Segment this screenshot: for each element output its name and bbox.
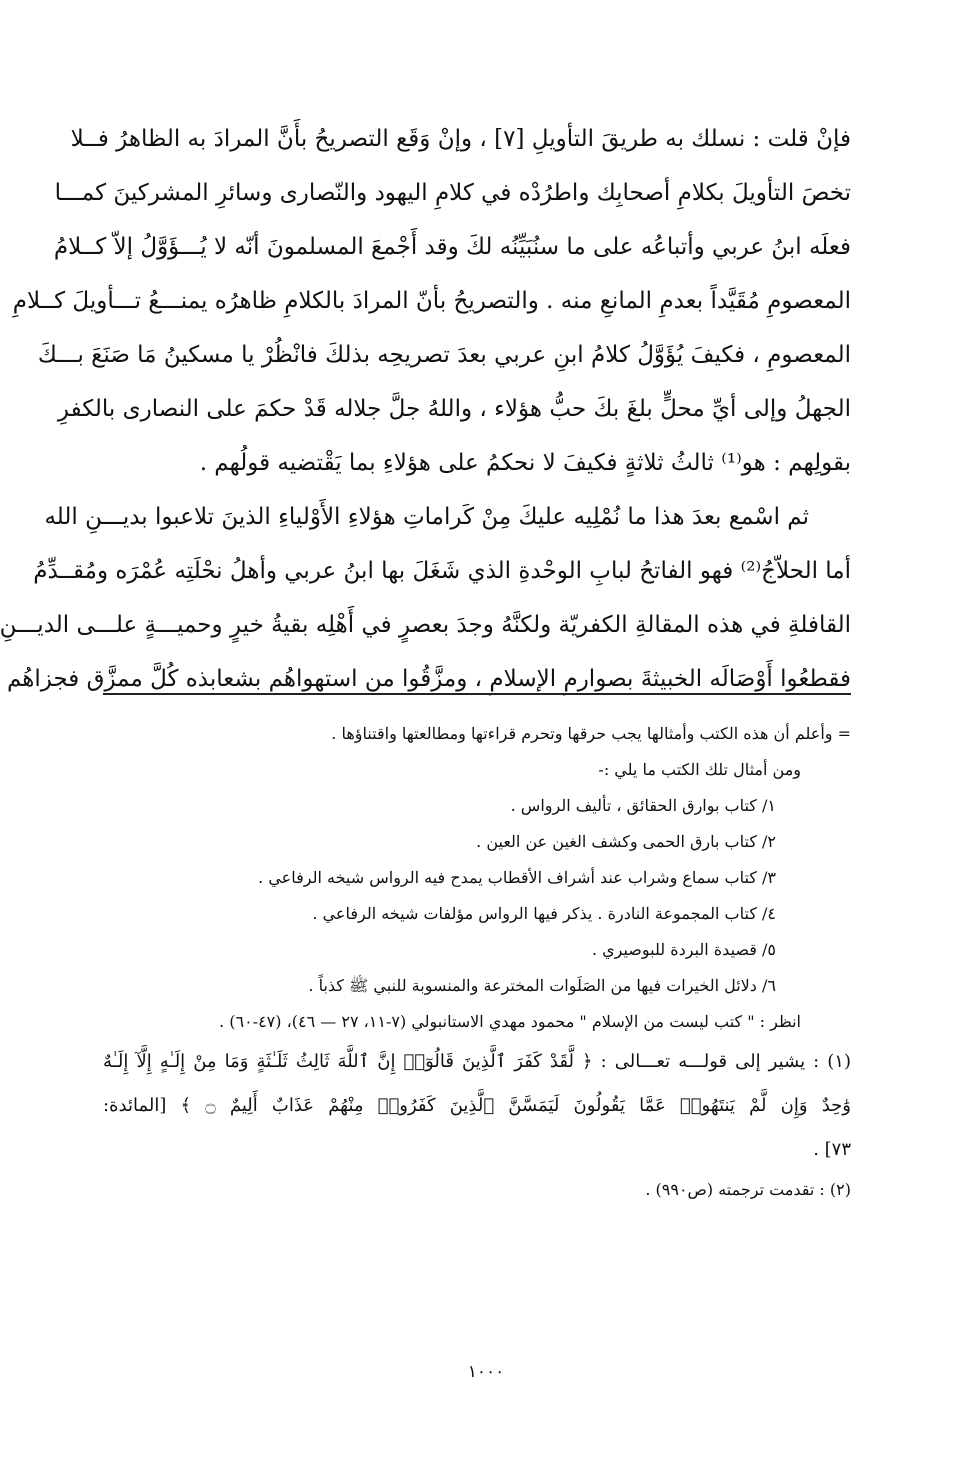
footnote-intro: ومن أمثال تلك الكتب ما يلي :- bbox=[598, 760, 801, 779]
footnote-1-line: ٧٣] . bbox=[813, 1139, 851, 1160]
body-line: فعلَه ابنُ عربي وأتباعُه على ما سنُبَيِّنُه لكَ وقد أَجْمعَ المسلمونَ أنّه لا يُـــؤَوَّلُ إلاّ كــلامُ bbox=[53, 234, 851, 260]
book-list-item: ٤/ كتاب المجموعة النادرة . يذكر فيها الرواس مؤلفات شيخه الرفاعي . bbox=[312, 904, 776, 923]
footnote-1-line: (١) : يشير إلى قولـــه تعـــالى : ﴿ لَّقَدْ كَفَرَ ٱلَّذِينَ قَالُوٓا۟ إِنَّ ٱللَّهَ ثَالِثُ ثَلَـٰثَةٍ وَمَا مِنْ إِلَـٰهٍ إِلَّآ إِلَـٰهٌ bbox=[103, 1051, 851, 1072]
page-number: ١٠٠٠ bbox=[467, 1362, 505, 1382]
footnote-divider bbox=[103, 693, 851, 695]
body-line: الجهلُ وإلى أيِّ محلٍّ بلغَ بكَ حبُّ هؤلاء ، واللهُ جلَّ جلاله قَدْ حكمَ على النصارى بالكفرِ bbox=[57, 396, 851, 422]
footnote-1-line: وَٰحِدٌ وَإِن لَّمْ يَنتَهُوا۟ عَمَّا يَقُولُونَ لَيَمَسَّنَّ ٱلَّذِينَ كَفَرُوا۟ مِنْهُمْ عَذَابٌ أَلِيمٌ ۝ ﴾ [المائدة: bbox=[103, 1095, 852, 1116]
body-line: المعصومِ مُقَيَّداً بعدمِ المانعِ منه . والتصريحُ بأنّ المرادَ بالكلامِ ظاهرُه يمنـــعُ تـــأويلَ كــلامِ bbox=[12, 288, 851, 314]
main-body-text bbox=[0, 112, 851, 706]
footnotes-section bbox=[103, 716, 851, 1208]
body-line: بقولِهم : هو⁽¹⁾ ثالثُ ثلاثةٍ فكيفَ لا نحكمُ على هؤلاءِ بما يَقْتضيه قولُهم . bbox=[199, 450, 851, 476]
body-line: المعصومِ ، فكيفَ يُؤَوَّلُ كلامُ ابنِ عربي بعدَ تصريحِه بذلكَ فانْظُرْ يا مسكينُ مَا صَنَعَ بـــكَ bbox=[37, 342, 851, 368]
book-list-item: ٥/ قصيدة البردة للبوصيري . bbox=[591, 940, 776, 959]
body-line: القافلةِ في هذه المقالةِ الكفريّة ولكنَّهُ وجدَ بعصرٍ في أَهْلِه بقيةُ خيرٍ وحميـــةٍ علـــى الديـــنِ bbox=[0, 612, 851, 638]
footnote-reference: انظر : " كتب ليست من الإسلام " محمود مهدي الاستانبولي (٧-١١، ٢٧ — ٤٦)، (٤٧-٦٠) . bbox=[219, 1012, 801, 1031]
footnote-continuation: = وأعلم أن هذه الكتب وأمثالها يجب حرقها وتحرم قراءتها ومطالعتها واقتناؤها . bbox=[331, 724, 851, 743]
body-line: أما الحلاّجُ⁽²⁾ فهو الفاتحُ لبابِ الوحْدةِ الذي شَغَلَ بها ابنُ عربي وأهلُ نحْلَتِه عُمْرَه ومُقــدِّمُ bbox=[33, 558, 851, 584]
book-list-item: ٦/ دلائل الخيرات فيها من الصَلَوات المخترعة والمنسوبة للنبي ﷺ كذباً . bbox=[308, 976, 776, 995]
book-list-item: ٣/ كتاب سماع وشراب عند أشراف الأقطاب يمدح فيه الرواس شيخه الرفاعي . bbox=[258, 868, 776, 887]
book-list-item: ٢/ كتاب بارق الحمى وكشف الغين عن العين . bbox=[476, 832, 776, 851]
body-line: فقطعُوا أَوْصَالَه الخبيثةَ بصوارمِ الإسلامِ ، ومزَّقُوا من استهواهُم بشعابذه كُلَّ ممزَّق فجزاهُم bbox=[6, 666, 851, 692]
book-list-item: ١/ كتاب بوارق الحقائق ، تأليف الرواس . bbox=[510, 796, 776, 815]
body-line: تخصَ التأويلَ بكلامِ أصحابِك واطرُدْه في كلامِ اليهود والنّصارى وسائرِ المشركينَ كمـــا bbox=[54, 180, 851, 206]
footnote-2: (٢) : تقدمت ترجمته (ص٩٩٠) . bbox=[645, 1180, 851, 1199]
body-line: فإنْ قلت : نسلك به طريقَ التأويلِ [٧] ، وإنْ وَقَع التصريحُ بأَنَّ المرادَ به الظاهرُ فــلا bbox=[70, 126, 851, 152]
body-line: ثم اسْمع بعدَ هذا ما نُمْلِيه عليكَ مِنْ كَراماتِ هؤلاءِ الأَوْلياءِ الذينَ تلاعبوا بديـــنِ الله bbox=[44, 504, 809, 530]
